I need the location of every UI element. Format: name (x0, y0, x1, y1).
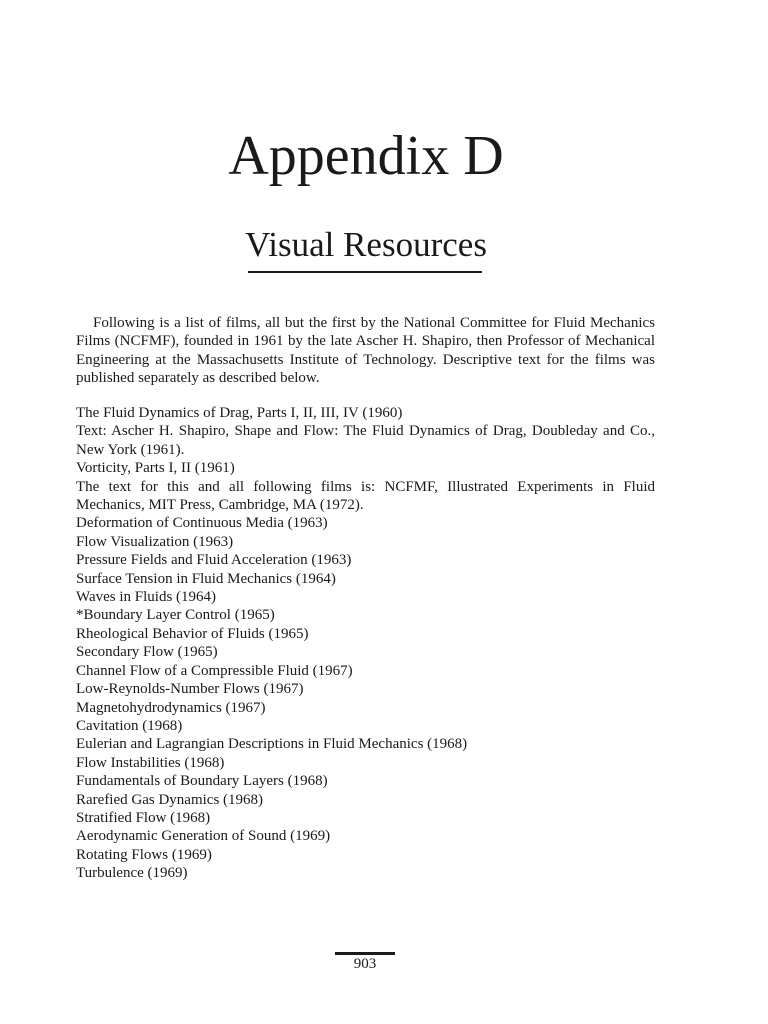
list-item: The Fluid Dynamics of Drag, Parts I, II, III, IV (1960) (76, 405, 403, 421)
title-divider (248, 271, 482, 273)
list-item: Eulerian and Lagrangian Descriptions in Fluid Mechanics (1968) (76, 736, 468, 753)
list-item: Secondary Flow (1965) (76, 644, 218, 661)
list-item: The text for this and all following films is: NCFMF, Illustrated Experiments in Fluid Mechanics, MIT Press, Cambridge, MA (1972). (76, 478, 655, 514)
list-item: *Boundary Layer Control (1965) (76, 607, 275, 624)
page-title: Appendix D (228, 125, 504, 187)
list-item: Rotating Flows (1969) (76, 846, 212, 863)
list-item: Stratified Flow (1968) (76, 809, 211, 826)
intro-paragraph: Following is a list of films, all but the first by the National Committee for Fluid Mechanics Films (NCFMF), founded in 1961 by the late Ascher H. Shapiro, then Professor of Mechanical Engineering at the Massachusetts Institute of Technology. Descriptive text for the films was published separately as described below. (76, 315, 655, 387)
list-item: Waves in Fluids (1964) (76, 589, 217, 606)
list-item: Magnetohydrodynamics (1967) (76, 699, 266, 716)
list-item: Turbulence (1969) (76, 865, 188, 882)
list-item: Deformation of Continuous Media (1963) (76, 515, 328, 532)
list-item: Rarefied Gas Dynamics (1968) (76, 791, 264, 808)
list-item: Channel Flow of a Compressible Fluid (1967) (76, 662, 353, 679)
list-item: Rheological Behavior of Fluids (1965) (76, 625, 309, 642)
page-number: 903 (353, 956, 377, 972)
list-item: Vorticity, Parts I, II (1961) (76, 460, 235, 477)
list-item: Aerodynamic Generation of Sound (1969) (76, 828, 331, 845)
list-item: Surface Tension in Fluid Mechanics (1964) (76, 570, 336, 587)
page-subtitle: Visual Resources (245, 225, 487, 264)
list-item: Low-Reynolds-Number Flows (1967) (76, 681, 304, 698)
list-item: Pressure Fields and Fluid Acceleration (1963) (76, 552, 352, 569)
film-list (76, 404, 655, 883)
list-item: Flow Visualization (1963) (76, 533, 234, 550)
list-item: Text: Ascher H. Shapiro, Shape and Flow: The Fluid Dynamics of Drag, Doubleday and Co., New York (1961). (76, 423, 655, 458)
list-item: Cavitation (1968) (76, 717, 183, 734)
list-item: Fundamentals of Boundary Layers (1968) (76, 773, 328, 790)
list-item: Flow Instabilities (1968) (76, 754, 225, 771)
